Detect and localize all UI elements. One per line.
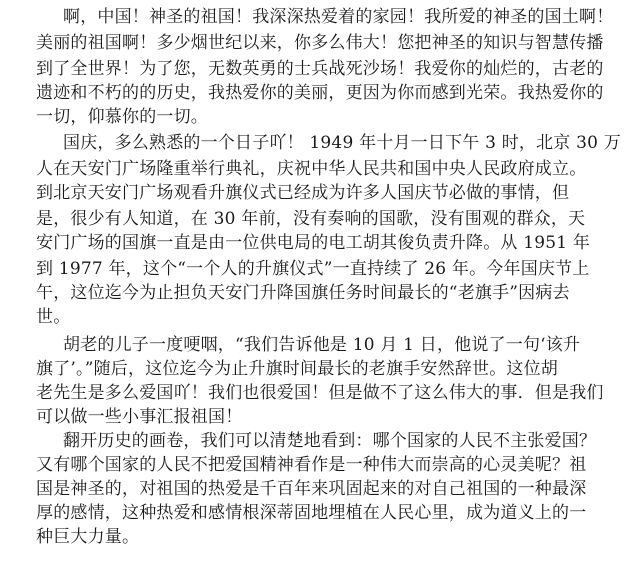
paragraph-1-line-5: 一切，仰慕你的一切。 [36, 107, 208, 127]
paragraph-3-line-2: 旗了’。”随后，这位迄今为止升旗时间最长的老旗手安然辞世。这位胡 [36, 359, 558, 379]
paragraph-2-line-1: 国庆，多么熟悉的一个日子吖！ 1949 年十月一日下午 3 时，北京 30 万 [63, 133, 621, 153]
paragraph-4-line-4: 厚的感情，这种热爱和感情根深蒂固地埋植在人民心里，成为道义上的一 [36, 503, 587, 523]
paragraph-3-line-1: 胡老的儿子一度哽咽，“我们告诉他是 10 月 1 日，他说了一句‘该升 [63, 335, 581, 355]
paragraph-1-line-1: 啊，中国！神圣的祖国！我深深热爱着的家园！我所爱的神圣的国土啊！ [63, 7, 614, 27]
paragraph-2-line-8: 世。 [36, 307, 71, 327]
paragraph-2-line-7: 午，这位迄今为止担负天安门升降国旗任务时间最长的“老旗手”因病去 [36, 283, 570, 303]
paragraph-4-line-3: 国是神圣的，对祖国的热爱是千百年来巩固起来的对自己祖国的一种最深 [36, 479, 587, 499]
paragraph-4-line-2: 又有哪个国家的人民不把爱国精神看作是一种伟大而崇高的心灵美呢？祖 [36, 455, 587, 475]
paragraph-1-line-4: 遗迹和不朽的的历史，我热爱你的美丽，更因为你而感到光荣。我热爱你的 [36, 83, 604, 103]
paragraph-3-line-3: 老先生是多么爱国吖！我们也很爱国！但是做不了这么伟大的事．但是我们 [36, 383, 604, 403]
paragraph-2-line-6: 到 1977 年，这个“一个人的升旗仪式”一直持续了 26 年。今年国庆节上 [36, 259, 590, 279]
paragraph-2-line-2: 人在天安门广场隆重举行典礼，庆祝中华人民共和国中央人民政府成立。 [36, 159, 587, 179]
paragraph-4-line-1: 翻开历史的画卷，我们可以清楚地看到：哪个国家的人民不主张爱国？ [63, 431, 597, 451]
paragraph-2-line-4: 是，很少有人知道，在 30 年前，没有奏响的国歌，没有围观的群众，天 [36, 209, 586, 229]
paragraph-2-line-3: 到北京天安门广场观看升旗仪式已经成为许多人国庆节必做的事情，但 [36, 183, 570, 203]
paragraph-3-line-4: 可以做一些小事汇报祖国！ [36, 407, 243, 427]
paragraph-2-line-5: 安门广场的国旗一直是由一位供电局的电工胡其俊负责升降。从 1951 年 [36, 233, 591, 253]
paragraph-4-line-5: 种巨大力量。 [36, 527, 140, 547]
paragraph-1-line-3: 到了全世界！为了您，无数英勇的士兵战死沙场！我爱你的灿烂的，古老的 [36, 59, 604, 79]
paragraph-1-line-2: 美丽的祖国啊！多少烟世纪以来，你多么伟大！您把神圣的知识与智慧传播 [36, 33, 604, 53]
